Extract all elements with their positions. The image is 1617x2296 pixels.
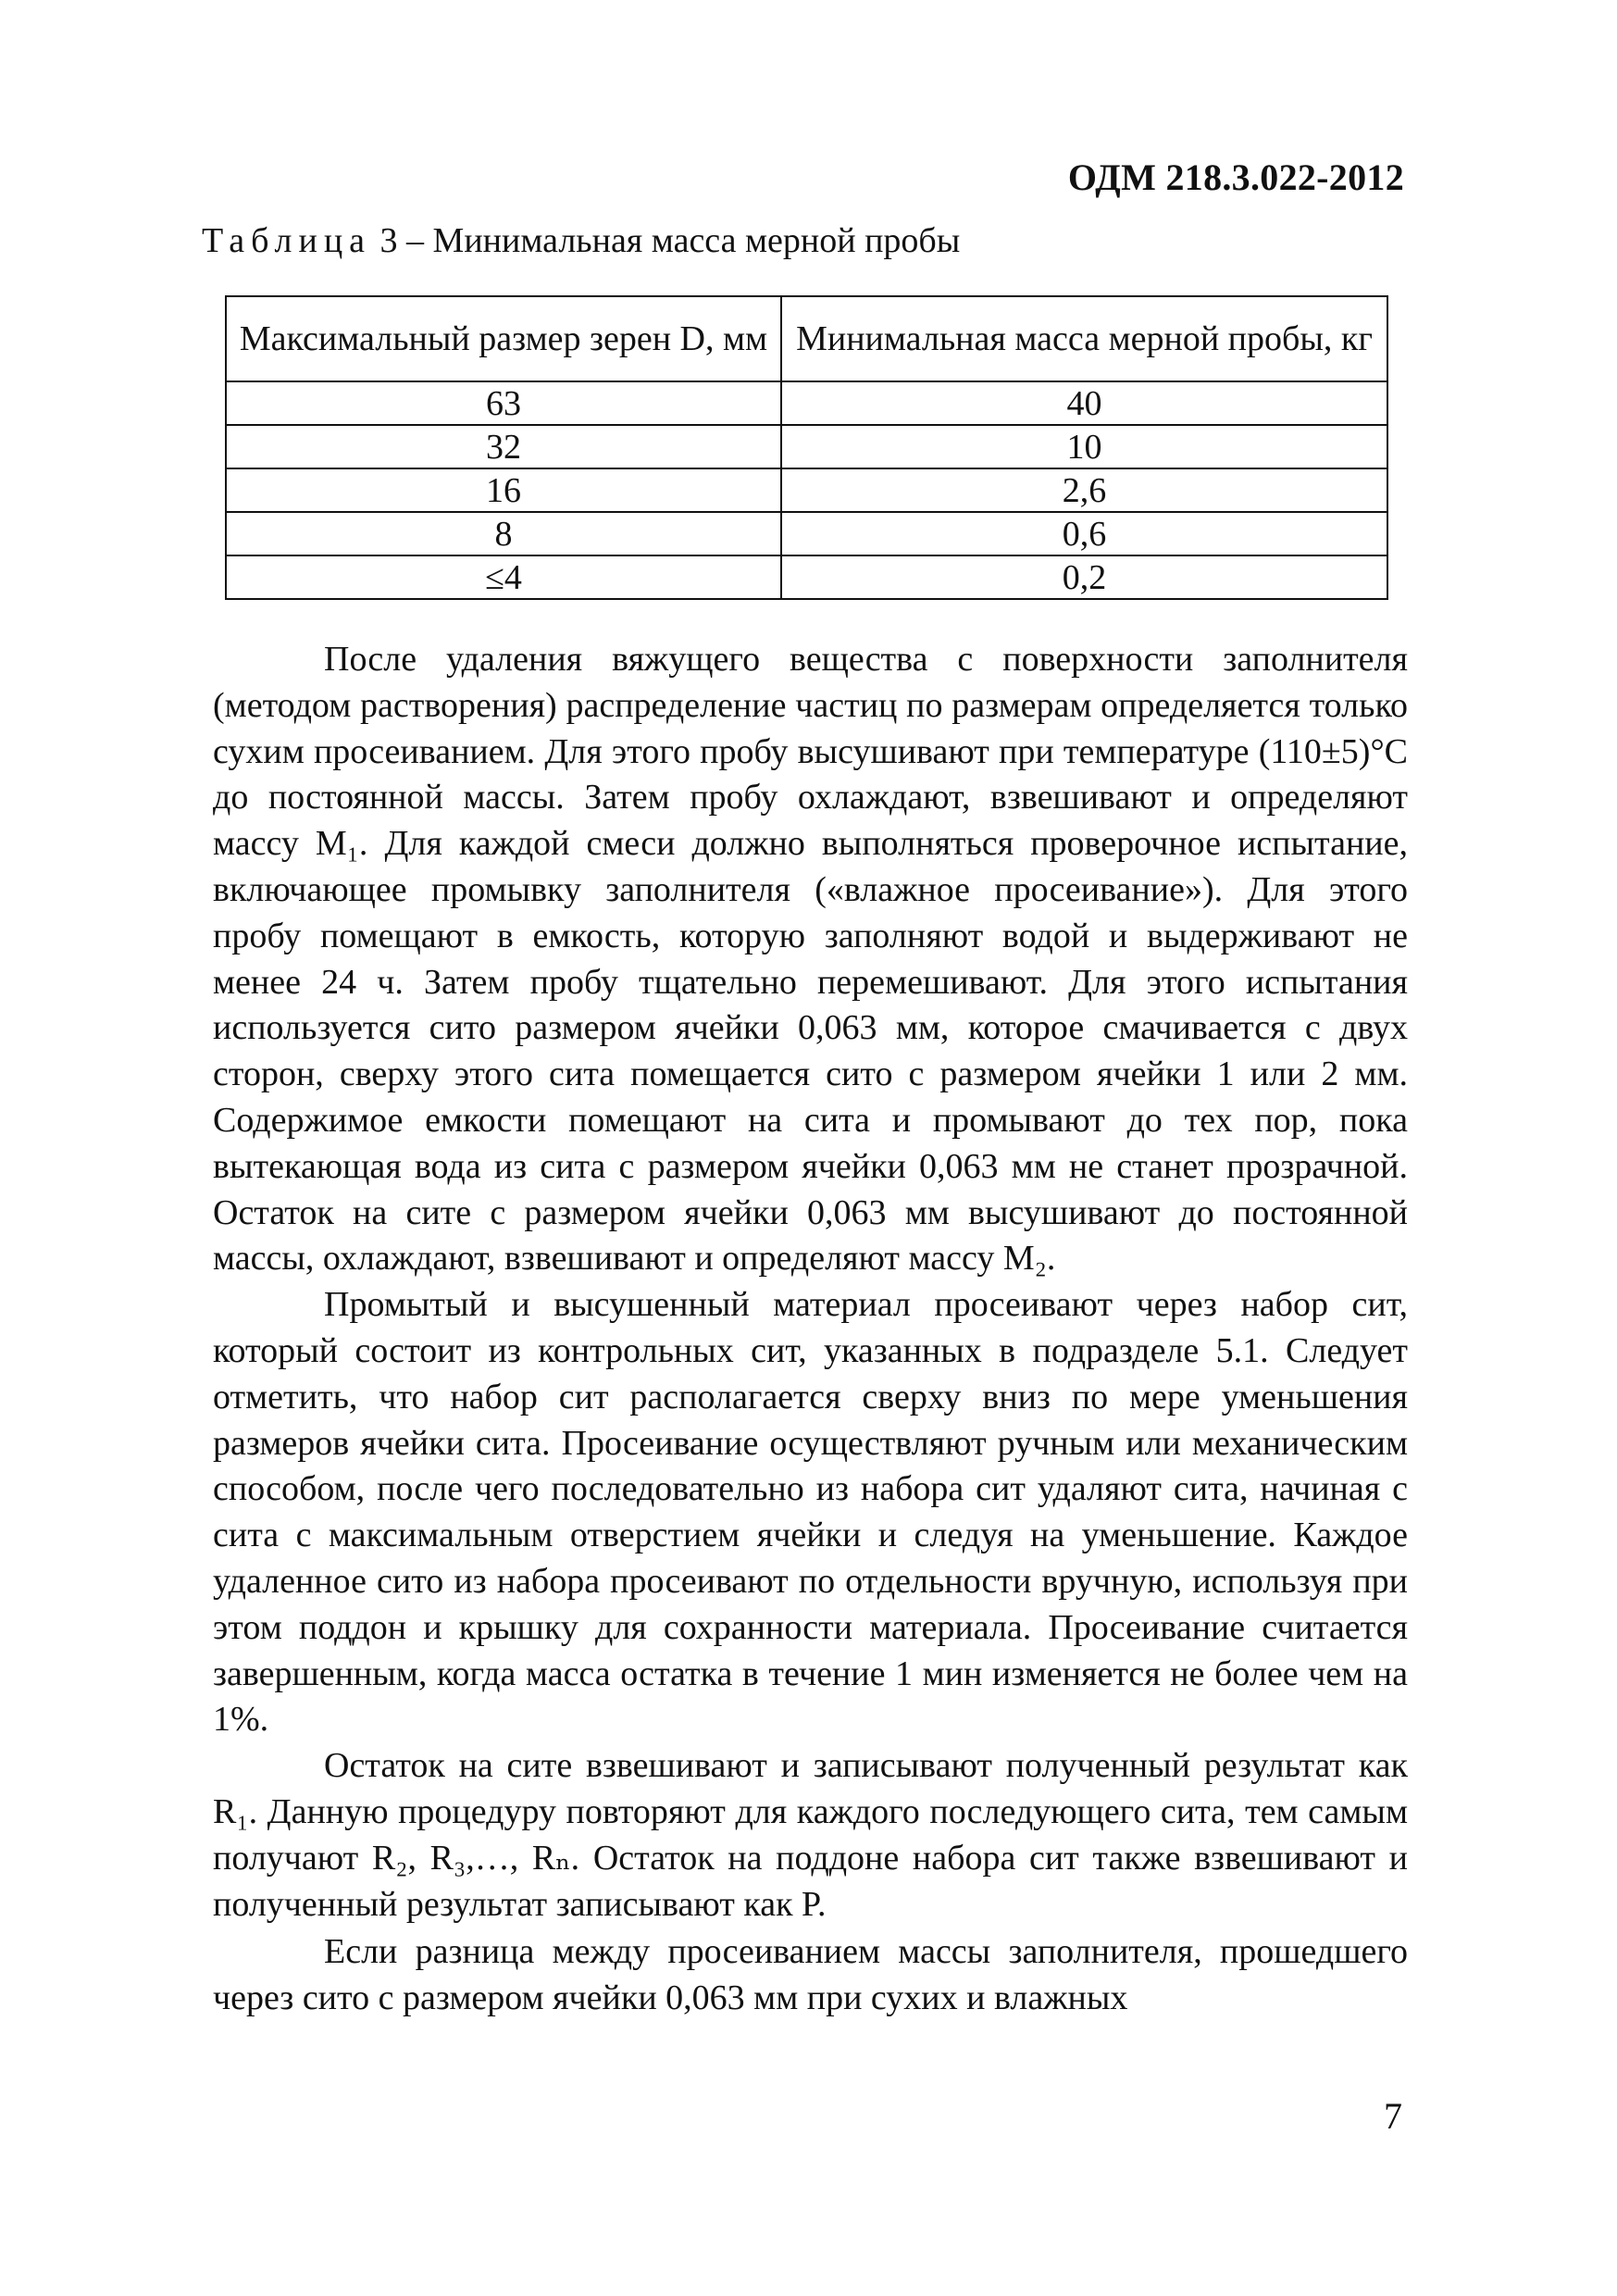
header-max-grain-size: Максимальный размер зерен D, мм bbox=[226, 296, 781, 381]
table-caption-text: 3 – Минимальная масса мерной пробы bbox=[371, 221, 961, 260]
table-caption-word: Таблица bbox=[202, 221, 372, 260]
grain-size-cell: 16 bbox=[226, 468, 781, 512]
table-row bbox=[226, 425, 1387, 468]
grain-size-cell: 63 bbox=[226, 381, 781, 425]
table-row bbox=[226, 468, 1387, 512]
table-row bbox=[226, 555, 1387, 599]
sample-mass-cell: 2,6 bbox=[781, 468, 1387, 512]
sample-mass-cell: 40 bbox=[781, 381, 1387, 425]
grain-size-cell: 32 bbox=[226, 425, 781, 468]
sample-mass-cell: 0,2 bbox=[781, 555, 1387, 599]
page-number: 7 bbox=[1384, 2095, 1402, 2137]
sample-mass-cell: 0,6 bbox=[781, 512, 1387, 555]
sample-mass-cell: 10 bbox=[781, 425, 1387, 468]
table-row bbox=[226, 512, 1387, 555]
paragraph-drying-and-washing: После удаления вяжущего вещества с поверхности заполнителя (методом растворения) распределение частиц по размерам определяется только сухим просеиванием. Для этого пробу высушивают при температуре (110±5)°С до постоянной массы. Затем пробу охлаждают, взвешивают и определяют массу M₁. Для каждой смеси должно выполняться проверочное испытание, включающее промывку заполнителя («влажное просеивание»). Для этого пробу помещают в емкость, которую заполняют водой и выдерживают не менее 24 ч. Затем пробу тщательно перемешивают. Для этого испытания используется сито размером ячейки 0,063 мм, которое смачивается с двух сторон, сверху этого сита помещается сито с размером ячейки 1 или 2 мм. Содержимое емкости помещают на сита и промывают до тех пор, пока вытекающая вода из сита с размером ячейки 0,063 мм не станет прозрачной. Остаток на сите с размером ячейки 0,063 мм высушивают до постоянной массы, охлаждают, взвешивают и определяют массу M₂. bbox=[213, 640, 1408, 1279]
document-code: ОДМ 218.3.022-2012 bbox=[1067, 156, 1404, 198]
header-min-sample-mass: Минимальная масса мерной пробы, кг bbox=[781, 296, 1387, 381]
paragraph-sieving-procedure: Промытый и высушенный материал просеивают через набор сит, который состоит из контрольных сит, указанных в подразделе 5.1. Следует отметить, что набор сит располагается сверху вниз по мере уменьшения размеров ячейки сита. Просеивание осуществляют ручным или механическим способом, после чего последовательно из набора сит удаляют сита, начиная с сита с максимальным отверстием ячейки и следуя на уменьшение. Каждое удаленное сито из набора просеивают по отдельности вручную, используя при этом поддон и крышку для сохранности материала. Просеивание считается завершенным, когда масса остатка в течение 1 мин изменяется не более чем на 1%. bbox=[213, 1285, 1408, 1740]
grain-size-cell: ≤4 bbox=[226, 555, 781, 599]
table-row bbox=[226, 381, 1387, 425]
paragraph-residue-recording: Остаток на сите взвешивают и записывают полученный результат как R₁. Данную процедуру повторяют для каждого последующего сита, тем самым получают R₂, R₃,…, Rₙ. Остаток на поддоне набора сит также взвешивают и полученный результат записывают как P. bbox=[213, 1746, 1408, 1924]
grain-size-cell: 8 bbox=[226, 512, 781, 555]
body-text bbox=[213, 637, 1408, 2022]
paragraph-dry-wet-difference: Если разница между просеиванием массы заполнителя, прошедшего через сито с размером ячейки 0,063 мм при сухих и влажных bbox=[213, 1932, 1408, 2018]
min-sample-mass-table bbox=[225, 295, 1388, 600]
table-caption bbox=[202, 220, 960, 261]
table-header-row bbox=[226, 296, 1387, 381]
